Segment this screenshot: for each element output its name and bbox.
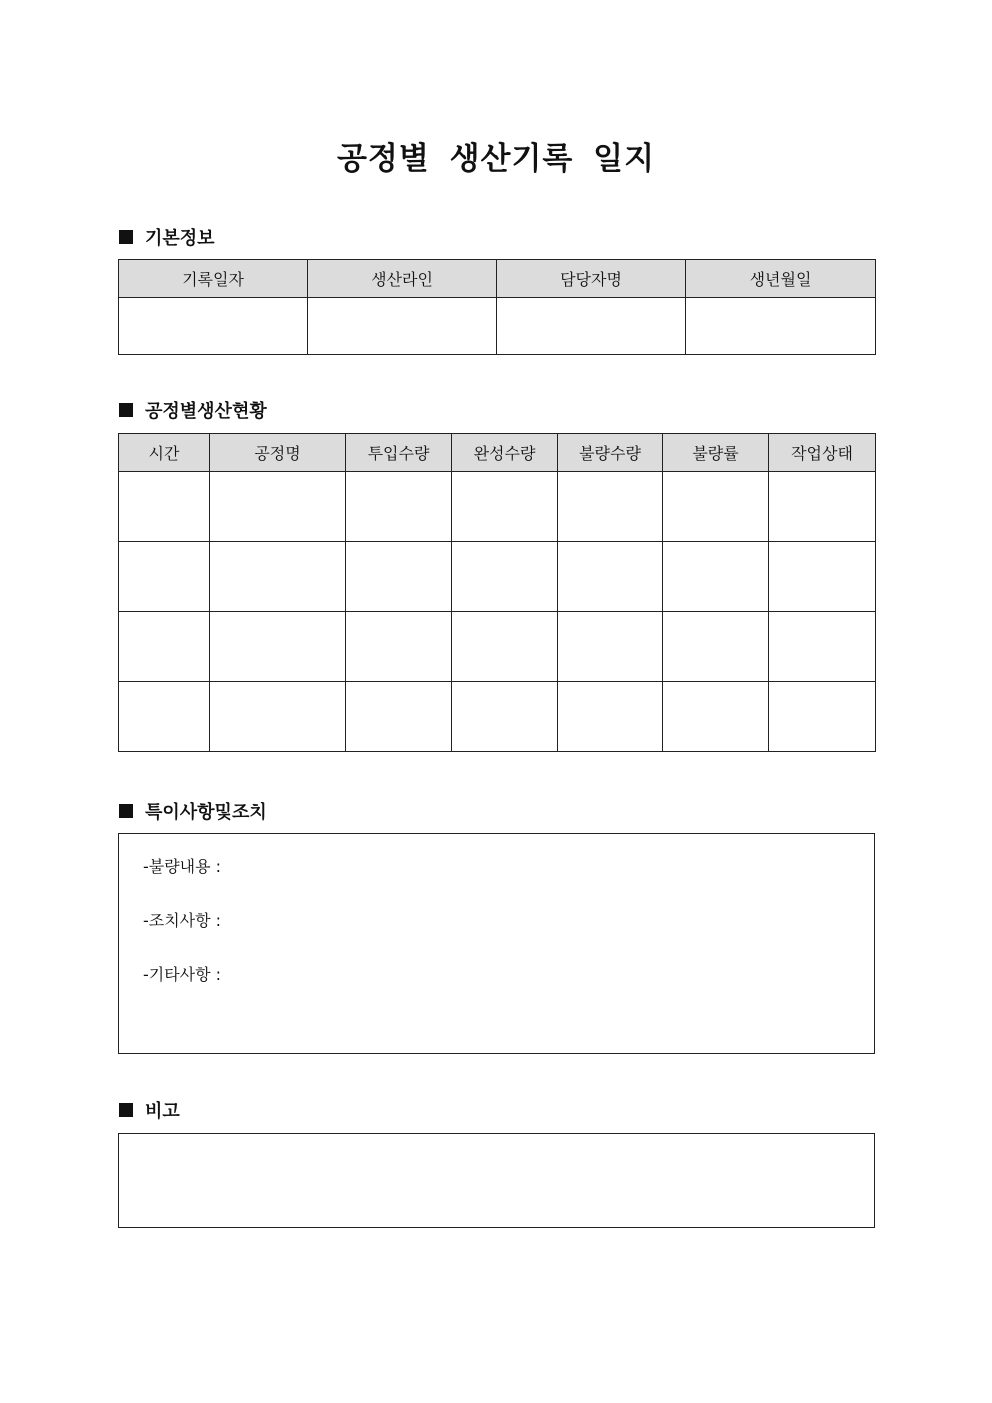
section-heading-process-status [119, 397, 267, 423]
table-cell[interactable] [663, 682, 769, 752]
record-date-cell[interactable] [119, 298, 308, 355]
table-cell[interactable] [452, 612, 558, 682]
column-header-time: 시간 [119, 434, 210, 472]
table-cell[interactable] [769, 682, 876, 752]
production-line-cell[interactable] [308, 298, 497, 355]
table-cell[interactable] [558, 542, 663, 612]
square-bullet-icon [119, 804, 133, 818]
defect-content-line: -불량내용 : [143, 857, 222, 876]
table-cell[interactable] [210, 472, 346, 542]
section-heading-label: 공정별생산현황 [145, 401, 267, 422]
process-status-table [118, 433, 876, 752]
table-cell[interactable] [346, 682, 452, 752]
column-header-record-date: 기록일자 [119, 260, 308, 298]
page-title: 공정별 생산기록 일지 [336, 141, 656, 177]
table-row [119, 612, 876, 682]
table-row [119, 682, 876, 752]
table-cell[interactable] [769, 612, 876, 682]
square-bullet-icon [119, 1103, 133, 1117]
table-cell[interactable] [558, 472, 663, 542]
birth-date-cell[interactable] [686, 298, 876, 355]
table-header-row [119, 260, 876, 298]
remarks-box[interactable] [118, 1133, 875, 1228]
section-heading-special-notes [119, 798, 267, 824]
table-cell[interactable] [663, 542, 769, 612]
table-cell[interactable] [210, 612, 346, 682]
table-cell[interactable] [452, 682, 558, 752]
table-cell[interactable] [663, 612, 769, 682]
table-cell[interactable] [210, 682, 346, 752]
column-header-manager-name: 담당자명 [497, 260, 686, 298]
section-heading-label: 특이사항및조치 [145, 802, 267, 823]
square-bullet-icon [119, 230, 133, 244]
table-cell[interactable] [452, 472, 558, 542]
column-header-work-status: 작업상태 [769, 434, 876, 472]
section-heading-basic-info [119, 224, 215, 250]
section-heading-remarks [119, 1097, 180, 1123]
table-cell[interactable] [558, 612, 663, 682]
table-row [119, 298, 876, 355]
table-header-row [119, 434, 876, 472]
table-cell[interactable] [346, 612, 452, 682]
column-header-process-name: 공정명 [210, 434, 346, 472]
column-header-defect-rate: 불량률 [663, 434, 769, 472]
section-heading-label: 기본정보 [145, 228, 215, 249]
table-cell[interactable] [346, 542, 452, 612]
table-cell[interactable] [769, 542, 876, 612]
column-header-input-qty: 투입수량 [346, 434, 452, 472]
action-items-line: -조치사항 : [143, 911, 222, 930]
column-header-birth-date: 생년월일 [686, 260, 876, 298]
square-bullet-icon [119, 403, 133, 417]
table-cell[interactable] [210, 542, 346, 612]
table-cell[interactable] [119, 542, 210, 612]
table-cell[interactable] [119, 612, 210, 682]
table-row [119, 472, 876, 542]
table-cell[interactable] [663, 472, 769, 542]
table-cell[interactable] [346, 472, 452, 542]
section-heading-label: 비고 [145, 1101, 180, 1122]
column-header-defect-qty: 불량수량 [558, 434, 663, 472]
table-cell[interactable] [119, 472, 210, 542]
table-cell[interactable] [452, 542, 558, 612]
special-notes-box[interactable] [118, 833, 875, 1054]
column-header-completed-qty: 완성수량 [452, 434, 558, 472]
table-row [119, 542, 876, 612]
manager-name-cell[interactable] [497, 298, 686, 355]
column-header-production-line: 생산라인 [308, 260, 497, 298]
table-cell[interactable] [769, 472, 876, 542]
table-cell[interactable] [119, 682, 210, 752]
other-items-line: -기타사항 : [143, 965, 222, 984]
table-cell[interactable] [558, 682, 663, 752]
basic-info-table [118, 259, 876, 355]
